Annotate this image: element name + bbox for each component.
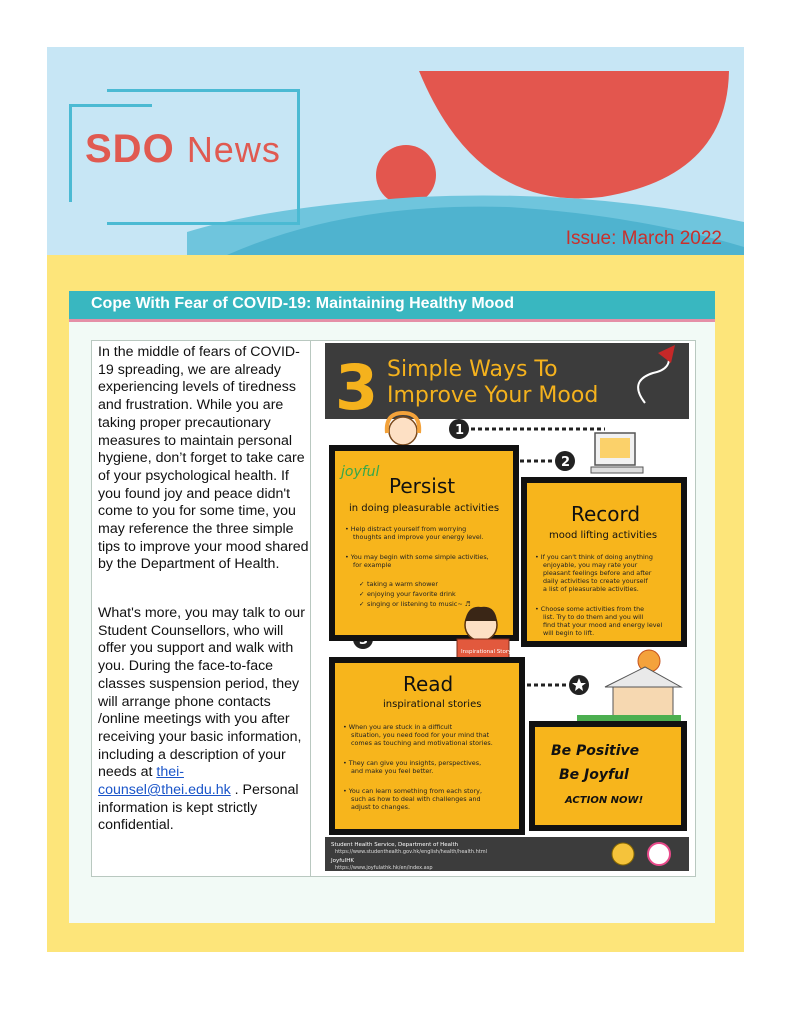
persist-title: Persist <box>389 474 456 498</box>
svg-text:✓: ✓ <box>359 590 365 598</box>
svg-text:✓: ✓ <box>359 600 365 608</box>
read-title: Read <box>403 672 454 696</box>
article-text-column <box>92 341 311 876</box>
svg-text:✓: ✓ <box>359 580 365 588</box>
record-bullet-1: • If you can't think of doing anything enjoyable, you may rate your pleasant feelings before and after daily activities to create yourself a list of pleasurable activities. <box>535 553 653 593</box>
issue-date: Issue: March 2022 <box>565 228 722 249</box>
read-bullet-1: • When you are stuck in a difficult situation, you need food for your mind that comes as touching and motivational stories. <box>343 723 493 747</box>
counsel-email-link[interactable]: thei-counsel@thei.edu.hk <box>98 764 231 799</box>
logo-sdo: SDO <box>85 127 175 171</box>
read-bullet-2: • They can give you insights, perspectives, and make you feel better. <box>343 759 482 775</box>
source-2-url: https://www.joyfulathk.hk/en/index.asp <box>335 865 433 871</box>
record-title: Record <box>571 502 641 526</box>
star-icon <box>569 675 589 695</box>
persist-bullet-1: • Help distract yourself from worrying thoughts and improve your energy level. <box>345 525 484 541</box>
poster-heading-1: Simple Ways To <box>387 357 558 382</box>
record-subtitle: mood lifting activities <box>549 530 658 541</box>
mood-tips-poster <box>323 341 693 872</box>
be-positive: Be Positive <box>551 743 640 759</box>
paragraph-text: . Personal information is kept strictly confidential. <box>98 782 299 834</box>
paragraph-counselling <box>92 605 312 835</box>
article-section <box>69 291 715 923</box>
sdo-news-logo <box>85 127 281 172</box>
step-2-number: 2 <box>561 455 571 470</box>
book-label: Inspirational Story <box>461 649 512 655</box>
article-body <box>91 340 696 877</box>
persist-bullet-2: • You may begin with some simple activities, for example <box>345 553 489 569</box>
paragraph-intro: In the middle of fears of COVID-19 spreading, we are already experiencing levels of tiredness and frustration. While you are taking proper precautionary measures to maintain personal hygiene, don’t forget to take care of your psychological health. If you found joy and peace didn't come to you for some time, you may reference the three simple tips to improve your mood shared by the Department of Health. <box>98 344 309 573</box>
newsletter-page <box>47 47 744 952</box>
joyful-hk-logo-icon <box>648 843 670 865</box>
computer-icon <box>591 433 643 473</box>
joyful-label: joyful <box>341 464 380 480</box>
read-bullet-3: • You can learn something from each story, such as how to deal with challenges and adjust to changes. <box>343 787 482 811</box>
persist-check-1: taking a warm shower <box>367 580 438 588</box>
step-1-number: 1 <box>455 423 465 438</box>
persist-check-3: singing or listening to music~ ♬ <box>367 600 471 608</box>
poster-heading-2: Improve Your Mood <box>387 383 599 408</box>
be-joyful: Be Joyful <box>559 767 629 783</box>
poster-number: 3 <box>335 351 379 424</box>
logo-news: News <box>186 129 281 170</box>
newsletter-header <box>47 47 744 255</box>
source-1: Student Health Service, Department of Health <box>331 842 459 848</box>
read-subtitle: inspirational stories <box>383 699 482 710</box>
record-bullet-2: • Choose some activities from the list. Try to do them and you will find that your mood and energy level will begin to lift. <box>535 605 663 637</box>
article-title: Cope With Fear of COVID-19: Maintaining Healthy Mood <box>91 295 514 312</box>
persist-subtitle: in doing pleasurable activities <box>349 503 500 514</box>
persist-check-2: enjoying your favorite drink <box>367 590 456 598</box>
source-2: JoyfulHK <box>331 858 354 864</box>
department-of-health-emblem-icon <box>612 843 634 865</box>
action-now: ACTION NOW! <box>565 795 644 806</box>
paragraph-text: What's more, you may talk to our Student Counsellors, who will offer you support and walk with you. During the face-to-face classes suspension period, they will arrange phone contacts /online meetings with you after receiving your basic information, including a description of your needs at <box>98 605 305 781</box>
article-title-bar <box>69 291 715 322</box>
source-1-url: https://www.studenthealth.gov.hk/english/health/health.html <box>335 849 487 855</box>
